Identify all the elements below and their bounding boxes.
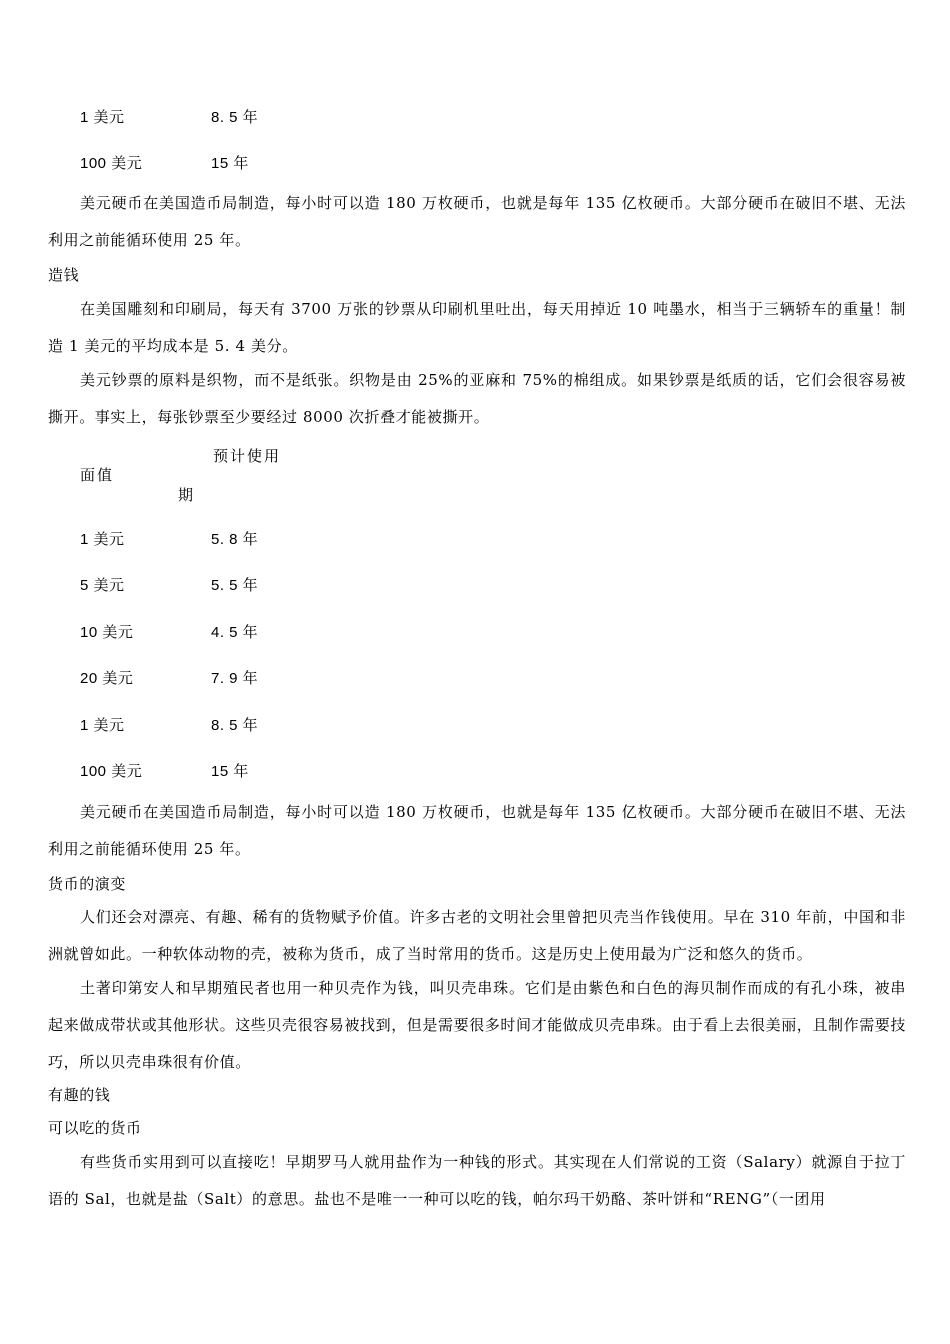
table-cell-lifespan: 8. 5 年 xyxy=(211,109,259,126)
table-header-lifespan-cont: 期 xyxy=(178,486,196,504)
table-header-lifespan: 预计使用 xyxy=(213,447,282,465)
section-heading: 有趣的钱 xyxy=(48,1086,111,1104)
table-header-denomination: 面值 xyxy=(80,466,115,484)
paragraph-salt: 有些货币实用到可以直接吃！早期罗马人就用盐作为一种钱的形式。其实现在人们常说的工资（Salary）就源自于拉丁语的 Sal，也就是盐（Salt）的意思。盐也不是唯一一种可以吃的钱，帕尔玛干奶酪、茶叶饼和“RENG”（一团用 xyxy=(48,1153,906,1208)
table-cell-denomination: 1 美元 xyxy=(80,717,125,734)
table-cell-denomination: 1 美元 xyxy=(80,109,125,126)
table-cell-denomination: 1 美元 xyxy=(80,531,125,548)
table-cell-lifespan: 15 年 xyxy=(211,763,249,780)
table-cell-lifespan: 8. 5 年 xyxy=(211,717,259,734)
section-heading: 货币的演变 xyxy=(48,875,127,893)
paragraph-shells: 人们还会对漂亮、有趣、稀有的货物赋予价值。许多古老的文明社会里曾把贝壳当作钱使用。早在 310 年前，中国和非洲就曾如此。一种软体动物的壳，被称为货币，成了当时常用的货币。这是历史上使用最为广泛和悠久的货币。 xyxy=(48,908,906,963)
table-cell-denomination: 5 美元 xyxy=(80,577,125,594)
table-cell-denomination: 10 美元 xyxy=(80,624,134,641)
paragraph-wampum: 土著印第安人和早期殖民者也用一种贝壳作为钱，叫贝壳串珠。它们是由紫色和白色的海贝制作而成的有孔小珠，被串起来做成带状或其他形状。这些贝壳很容易被找到，但是需要很多时间才能做成贝壳串珠。由于看上去很美丽，且制作需要技巧，所以贝壳串珠很有价值。 xyxy=(48,979,907,1071)
table-cell-denomination: 100 美元 xyxy=(80,763,143,780)
table-cell-lifespan: 5. 8 年 xyxy=(211,531,259,548)
paragraph-coins-repeat: 美元硬币在美国造币局制造，每小时可以造 180 万枚硬币，也就是每年 135 亿枚硬币。大部分硬币在破旧不堪、无法利用之前能循环使用 25 年。 xyxy=(48,803,906,858)
paragraph-printing: 在美国雕刻和印刷局，每天有 3700 万张的钞票从印刷机里吐出，每天用掉近 10 吨墨水，相当于三辆轿车的重量！制造 1 美元的平均成本是 5. 4 美分。 xyxy=(48,300,906,355)
table-cell-lifespan: 4. 5 年 xyxy=(211,624,259,641)
section-heading: 造钱 xyxy=(48,266,80,284)
table-cell-denomination: 20 美元 xyxy=(80,670,134,687)
section-subheading: 可以吃的货币 xyxy=(48,1119,142,1137)
table-cell-lifespan: 5. 5 年 xyxy=(211,577,259,594)
table-cell-lifespan: 15 年 xyxy=(211,155,249,172)
paragraph-material: 美元钞票的原料是织物，而不是纸张。织物是由 25%的亚麻和 75%的棉组成。如果钞票是纸质的话，它们会很容易被撕开。事实上，每张钞票至少要经过 8000 次折叠才能被撕开。 xyxy=(48,371,906,426)
table-cell-denomination: 100 美元 xyxy=(80,155,143,172)
paragraph-coins: 美元硬币在美国造币局制造，每小时可以造 180 万枚硬币，也就是每年 135 亿枚硬币。大部分硬币在破旧不堪、无法利用之前能循环使用 25 年。 xyxy=(48,194,906,249)
table-cell-lifespan: 7. 9 年 xyxy=(211,670,259,687)
